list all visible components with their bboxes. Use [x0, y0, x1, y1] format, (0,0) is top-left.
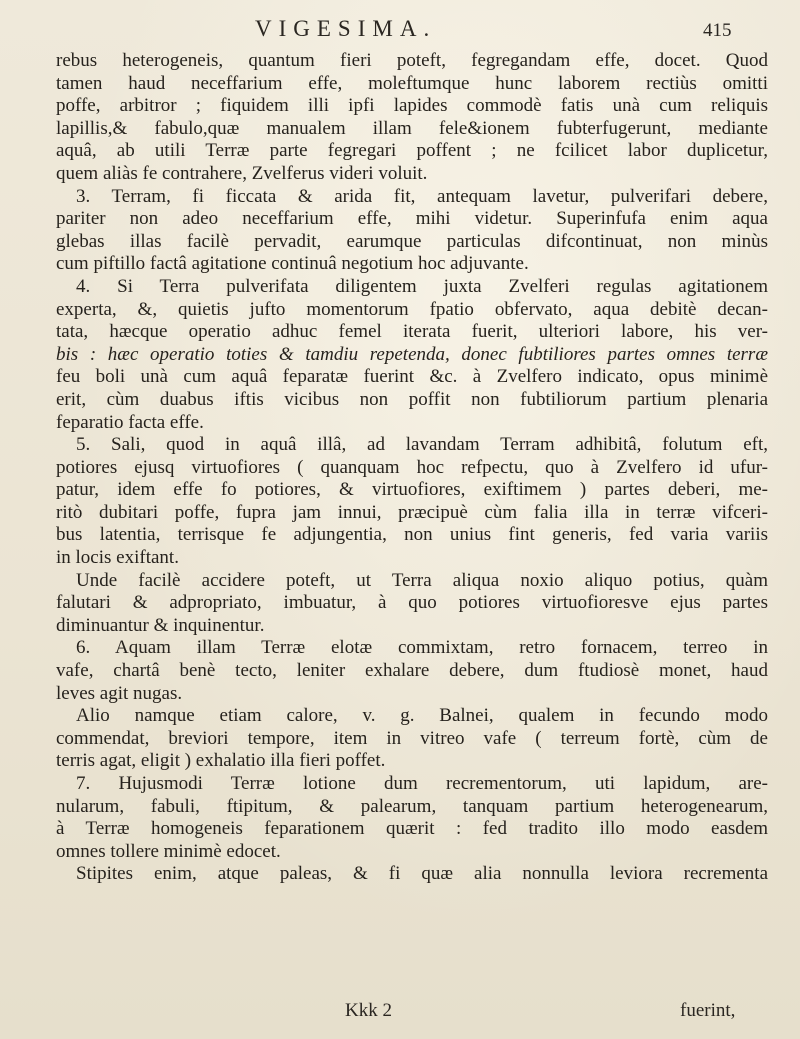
text-line: aquâ, ab utili Terræ parte fegregari poffent ; ne fcilicet labor duplicetur,	[56, 140, 768, 162]
signature-mark: Kkk 2	[345, 1000, 392, 1021]
text-line: tata, hæcque operatio adhuc femel iterata fuerit, ulteriori labore, his ver-	[56, 321, 768, 343]
text-line: Stipites enim, atque paleas, & fi quæ alia nonnulla leviora recrementa	[76, 863, 768, 885]
text-line: rebus heterogeneis, quantum fieri poteft, fegregandam effe, docet. Quod	[56, 50, 768, 71]
text-line: 5. Sali, quod in aquâ illâ, ad lavandam Terram adhibitâ, folutum eft,	[76, 434, 768, 456]
page-number: 415	[703, 20, 732, 41]
text-line: nularum, fabuli, ftipitum, & palearum, tanquam partium heterogenearum,	[56, 795, 768, 817]
text-line: 4. Si Terra pulverifata diligentem juxta Zvelferi regulas agitationem	[76, 275, 768, 297]
text-line: feu boli unà cum aquâ feparatæ fuerint &c. à Zvelfero indicato, opus minimè	[56, 366, 768, 388]
text-line: vafe, chartâ benè tecto, leniter exhalare debere, dum ftudiosè monet, haud	[56, 660, 768, 682]
text-line: quem aliàs fe contrahere, Zvelferus videri voluit.	[56, 162, 428, 184]
text-line: feparatio facta effe.	[56, 411, 204, 433]
text-line: experta, &, quietis jufto momentorum fpatio obfervato, aqua debitè decan-	[56, 298, 768, 320]
text-line: bus latentia, terrisque fe adjungentia, non unius fint generis, fed varia variis	[56, 524, 768, 546]
text-line: Alio namque etiam calore, v. g. Balnei, qualem in fecundo modo	[76, 705, 768, 727]
text-line: omnes tollere minimè edocet.	[56, 840, 281, 862]
running-title: VIGESIMA.	[255, 16, 437, 41]
body-text	[56, 50, 768, 886]
page-footer	[0, 1000, 800, 1026]
text-line: leves agit nugas.	[56, 682, 183, 704]
text-line: 6. Aquam illam Terræ elotæ commixtam, retro fornacem, terreo in	[76, 637, 768, 659]
text-line: terris agat, eligit ) exhalatio illa fieri poffet.	[56, 750, 386, 772]
text-line: potiores ejusq virtuofiores ( quanquam hoc refpectu, quo à Zvelfero id ufur-	[56, 456, 768, 478]
text-line: falutari & adpropriato, imbuatur, à quo potiores virtuofioresve ejus partes	[56, 592, 768, 614]
text-line-italic: bis : hæc operatio toties & tamdiu repetenda, donec fubtiliores partes omnes terræ	[56, 343, 768, 365]
text-line: tamen haud neceffarium effe, moleftumque hunc laborem rectiùs omitti	[56, 72, 768, 94]
text-line: à Terræ homogeneis feparationem quærit : fed tradito illo modo easdem	[56, 818, 768, 840]
text-line: glebas illas facilè pervadit, earumque particulas difcontinuat, non minùs	[56, 230, 768, 252]
text-line: poffe, arbitror ; fiquidem illi ipfi lapides commodè fatis unà cum reliquis	[56, 95, 768, 117]
text-line: 3. Terram, fi ficcata & arida fit, antequam lavetur, pulverifari debere,	[76, 185, 768, 207]
text-line: 7. Hujusmodi Terræ lotione dum recrementorum, uti lapidum, are-	[76, 773, 768, 794]
text-line: diminuantur & inquinentur.	[56, 614, 265, 636]
text-line: lapillis,& fabulo,quæ manualem illam fele&ionem fubterfugerunt, mediante	[56, 117, 768, 139]
text-line: Unde facilè accidere poteft, ut Terra aliqua noxio aliquo potius, quàm	[76, 569, 768, 591]
page-header	[0, 8, 800, 48]
text-line: ritò dubitari poffe, fupra jam innui, præcipuè cùm falia illa in terræ vifceri-	[56, 501, 768, 523]
text-line: pariter non adeo neceffarium effe, mihi videtur. Superinfufa enim aqua	[56, 208, 768, 230]
text-line: erit, cùm duabus iftis vicibus non poffit non fubtiliorum partium plenaria	[56, 388, 768, 410]
text-line: commendat, breviori tempore, item in vitreo vafe ( terreum fortè, cùm de	[56, 727, 768, 749]
text-line: in locis exiftant.	[56, 547, 179, 569]
text-line: patur, idem effe fo potiores, & virtuofiores, exiftimem ) partes deberi, me-	[56, 479, 768, 501]
catchword: fuerint,	[680, 1000, 736, 1021]
text-line: cum piftillo factâ agitatione continuâ negotium hoc adjuvante.	[56, 253, 529, 275]
